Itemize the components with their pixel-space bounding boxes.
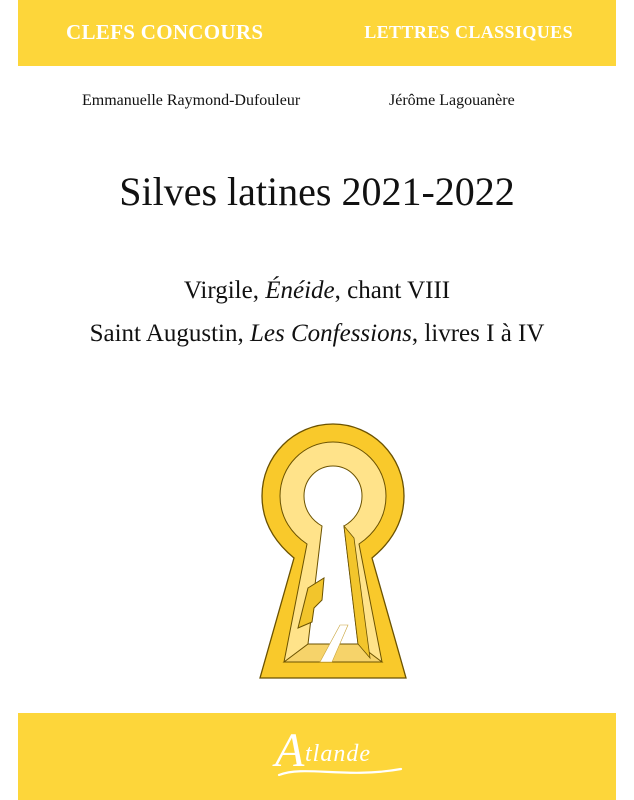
top-band — [18, 0, 616, 66]
subtitle-augustin — [18, 320, 616, 348]
series-name: CLEFS CONCOURS — [66, 20, 264, 44]
subtitle-virgile-work: Énéide — [265, 277, 335, 304]
subtitle-virgile-suffix: , chant VIII — [334, 277, 451, 304]
author-2: Jérôme Lagouanère — [389, 92, 515, 109]
publisher-swash — [275, 761, 405, 781]
book-title: Silves latines 2021-2022 — [119, 169, 515, 214]
subtitle-augustin-work: Les Confessions — [250, 320, 412, 347]
author-1: Emmanuelle Raymond-Dufouleur — [82, 92, 301, 109]
series-discipline: LETTRES CLASSIQUES — [364, 22, 573, 42]
subtitle-augustin-prefix: Saint Augustin, — [89, 320, 250, 347]
publisher-name: tlande — [305, 741, 371, 767]
publisher-logo — [275, 724, 407, 779]
subtitle-augustin-suffix: , livres I à IV — [411, 320, 545, 347]
publisher-initial: A — [275, 724, 305, 777]
keyhole-illustration — [258, 420, 408, 682]
subtitle-virgile — [18, 277, 616, 305]
subtitle-virgile-prefix: Virgile, — [183, 277, 266, 304]
book-cover — [18, 0, 616, 800]
